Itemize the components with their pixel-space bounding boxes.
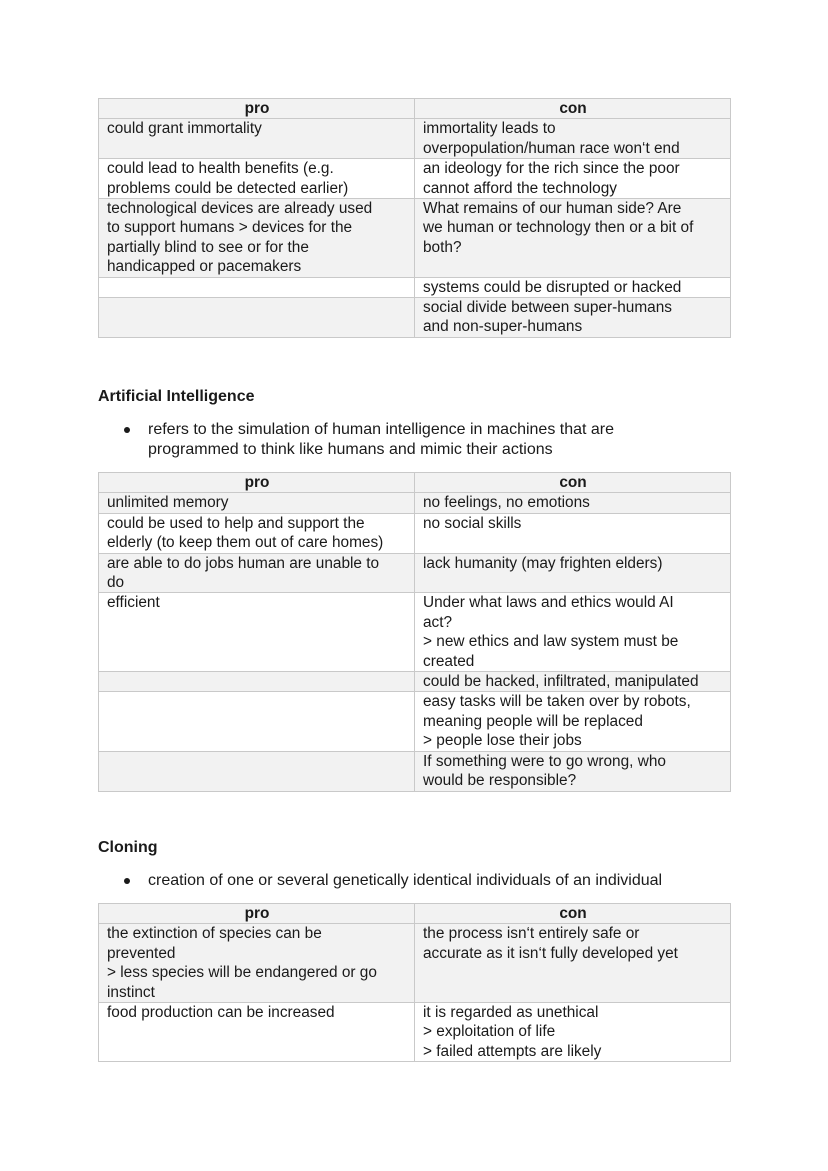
pro-cell — [99, 513, 415, 553]
bullet-list-cloning — [98, 871, 730, 891]
pro-cell — [99, 692, 415, 751]
con-cell — [415, 593, 731, 672]
con-header: con — [415, 473, 731, 493]
pro-cell — [99, 159, 415, 199]
con-cell-line: it is regarded as unethical — [423, 1004, 599, 1022]
con-cell-line: no social skills — [423, 514, 522, 532]
con-cell-line: systems could be disrupted or hacked — [423, 278, 682, 296]
pro-cell-line: partially blind to see or for the — [107, 238, 309, 256]
table-row — [99, 493, 731, 513]
table-row — [99, 298, 731, 338]
table-header-row — [99, 473, 731, 493]
table-row — [99, 672, 731, 692]
table-header-row — [99, 904, 731, 924]
con-cell — [415, 159, 731, 199]
con-cell-line: we human or technology then or a bit of — [423, 219, 694, 237]
pro-cell — [99, 199, 415, 278]
con-cell-line: > failed attempts are likely — [423, 1042, 602, 1060]
table-row — [99, 199, 731, 278]
table-row — [99, 924, 731, 1003]
pro-cell-line: could be used to help and support the — [107, 514, 365, 532]
pro-cell-line: are able to do jobs human are unable to — [107, 554, 380, 572]
con-header: con — [415, 904, 731, 924]
con-cell — [415, 692, 731, 751]
pro-cell-line: instinct — [107, 983, 155, 1001]
con-cell — [415, 119, 731, 159]
con-cell-line: accurate as it isn‘t fully developed yet — [423, 944, 678, 962]
con-cell-line: act? — [423, 613, 453, 631]
table-row — [99, 692, 731, 751]
con-cell-line: What remains of our human side? Are — [423, 200, 682, 218]
pro-cell-line: do — [107, 574, 125, 592]
pro-cell-line: > less species will be endangered or go — [107, 964, 377, 982]
con-cell — [415, 298, 731, 338]
pro-cell — [99, 924, 415, 1003]
bullet-line: programmed to think like humans and mimic their actions — [148, 441, 553, 458]
pro-cell — [99, 119, 415, 159]
pro-cell-line: technological devices are already used — [107, 200, 373, 218]
con-cell-line: > exploitation of life — [423, 1023, 556, 1041]
section-heading-artificial-intelligence: Artificial Intelligence — [98, 388, 255, 405]
con-cell — [415, 924, 731, 1003]
section-heading-cloning: Cloning — [98, 839, 158, 856]
pro-cell-line: to support humans > devices for the — [107, 219, 353, 237]
con-cell-line: no feelings, no emotions — [423, 494, 590, 512]
pro-cell-line: efficient — [107, 594, 160, 612]
con-cell-line: Under what laws and ethics would AI — [423, 594, 674, 612]
con-cell-line: and non-super-humans — [423, 318, 583, 336]
pro-con-table-cloning — [98, 903, 731, 1062]
bullet-item-cloning-definition — [98, 871, 730, 891]
con-header: con — [415, 99, 731, 119]
pro-cell — [99, 298, 415, 338]
pro-cell-line: prevented — [107, 944, 176, 962]
pro-cell-line: problems could be detected earlier) — [107, 179, 349, 197]
con-cell-line: created — [423, 652, 475, 670]
table-row — [99, 593, 731, 672]
pro-cell — [99, 553, 415, 593]
con-cell-line: lack humanity (may frighten elders) — [423, 554, 663, 572]
pro-header: pro — [99, 473, 415, 493]
pro-cell-line: food production can be increased — [107, 1004, 335, 1022]
con-cell — [415, 751, 731, 791]
con-cell-line: easy tasks will be taken over by robots, — [423, 693, 691, 711]
pro-header: pro — [99, 99, 415, 119]
bullet-list-ai — [98, 420, 730, 460]
pro-cell — [99, 593, 415, 672]
con-cell — [415, 513, 731, 553]
pro-cell-line: handicapped or pacemakers — [107, 258, 302, 276]
con-cell-line: would be responsible? — [423, 772, 577, 790]
pro-cell-line: elderly (to keep them out of care homes) — [107, 534, 384, 552]
pro-cell-line: could grant immortality — [107, 120, 262, 138]
bullet-line: creation of one or several genetically identical individuals of an individual — [148, 872, 663, 889]
table-row — [99, 119, 731, 159]
pro-header: pro — [99, 904, 415, 924]
pro-cell-line: unlimited memory — [107, 494, 229, 512]
con-cell — [415, 493, 731, 513]
pro-cell — [99, 493, 415, 513]
pro-cell — [99, 1003, 415, 1062]
table-row — [99, 277, 731, 297]
table-row — [99, 1003, 731, 1062]
pro-con-table-transhumanism — [98, 98, 731, 338]
con-cell — [415, 553, 731, 593]
con-cell-line: If something were to go wrong, who — [423, 752, 666, 770]
con-cell — [415, 1003, 731, 1062]
table-header-row — [99, 99, 731, 119]
table-row — [99, 751, 731, 791]
table-row — [99, 159, 731, 199]
pro-con-table-artificial-intelligence — [98, 472, 731, 792]
con-cell-line: social divide between super-humans — [423, 299, 672, 317]
con-cell-line: > new ethics and law system must be — [423, 633, 679, 651]
con-cell-line: the process isn‘t entirely safe or — [423, 925, 640, 943]
con-cell-line: immortality leads to — [423, 120, 556, 138]
con-cell-line: both? — [423, 238, 462, 256]
con-cell — [415, 277, 731, 297]
pro-cell — [99, 277, 415, 297]
con-cell-line: meaning people will be replaced — [423, 712, 643, 730]
con-cell-line: overpopulation/human race won‘t end — [423, 139, 680, 157]
table-row — [99, 513, 731, 553]
con-cell — [415, 672, 731, 692]
table-row — [99, 553, 731, 593]
pro-cell — [99, 672, 415, 692]
pro-cell-line: could lead to health benefits (e.g. — [107, 160, 334, 178]
con-cell — [415, 199, 731, 278]
con-cell-line: could be hacked, infiltrated, manipulated — [423, 673, 699, 691]
bullet-item-ai-definition — [98, 420, 730, 460]
con-cell-line: cannot afford the technology — [423, 179, 617, 197]
pro-cell-line: the extinction of species can be — [107, 925, 322, 943]
con-cell-line: > people lose their jobs — [423, 732, 582, 750]
pro-cell — [99, 751, 415, 791]
con-cell-line: an ideology for the rich since the poor — [423, 160, 680, 178]
bullet-line: refers to the simulation of human intelligence in machines that are — [148, 421, 615, 438]
